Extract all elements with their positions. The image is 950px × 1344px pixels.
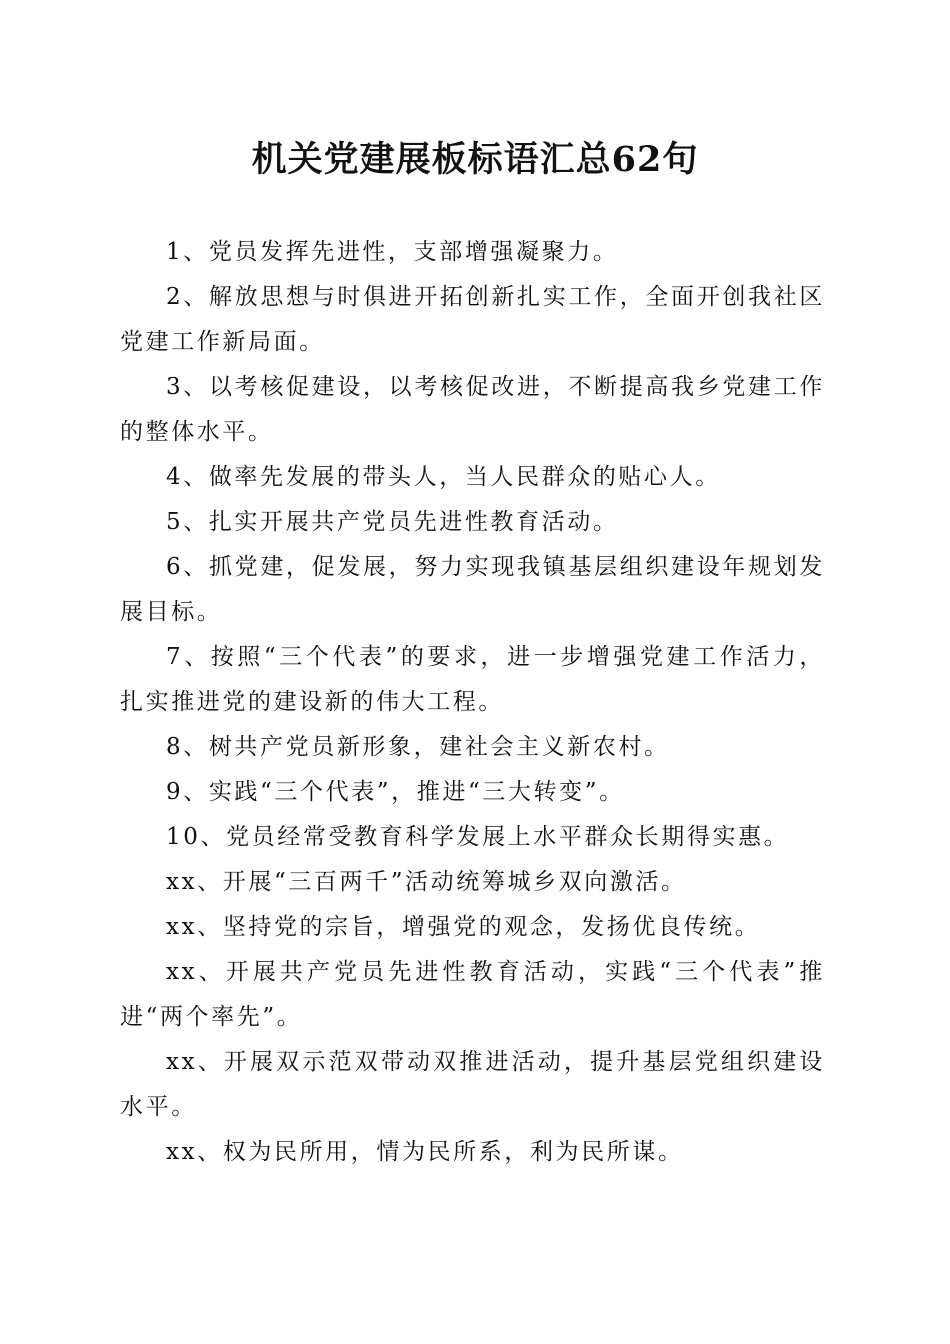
slogan-paragraph: 10、党员经常受教育科学发展上水平群众长期得实惠。	[166, 824, 790, 850]
slogan-paragraph: 1、党员发挥先进性，支部增强凝聚力。	[166, 239, 619, 265]
slogan-paragraph: 5、扎实开展共产党员先进性教育活动。	[166, 509, 619, 535]
slogan-paragraph: 9、实践“三个代表”，推进“三大转变”。	[166, 779, 625, 805]
slogan-paragraph: 7、按照“三个代表”的要求，进一步增强党建工作活力，扎实推进党的建设新的伟大工程。	[120, 644, 825, 715]
slogan-paragraph: 4、做率先发展的带头人，当人民群众的贴心人。	[166, 464, 721, 490]
slogan-paragraph: xx、权为民所用，情为民所系，利为民所谋。	[166, 1139, 684, 1165]
slogan-paragraph: 2、解放思想与时俱进开拓创新扎实工作，全面开创我社区党建工作新局面。	[120, 284, 825, 355]
slogan-paragraph: 8、树共产党员新形象，建社会主义新农村。	[166, 734, 670, 760]
slogan-paragraph: xx、开展共产党员先进性教育活动，实践“三个代表”推进“两个率先”。	[120, 959, 825, 1030]
document-title: 机关党建展板标语汇总62句	[251, 139, 699, 180]
document-body	[120, 230, 825, 1175]
slogan-paragraph: xx、开展“三百两千”活动统筹城乡双向激活。	[166, 869, 687, 895]
slogan-paragraph: 6、抓党建，促发展，努力实现我镇基层组织建设年规划发展目标。	[120, 554, 825, 625]
slogan-paragraph: 3、以考核促建设，以考核促改进，不断提高我乡党建工作的整体水平。	[120, 374, 825, 445]
slogan-paragraph: xx、开展双示范双带动双推进活动，提升基层党组织建设水平。	[120, 1049, 825, 1120]
slogan-paragraph: xx、坚持党的宗旨，增强党的观念，发扬优良传统。	[166, 914, 761, 940]
